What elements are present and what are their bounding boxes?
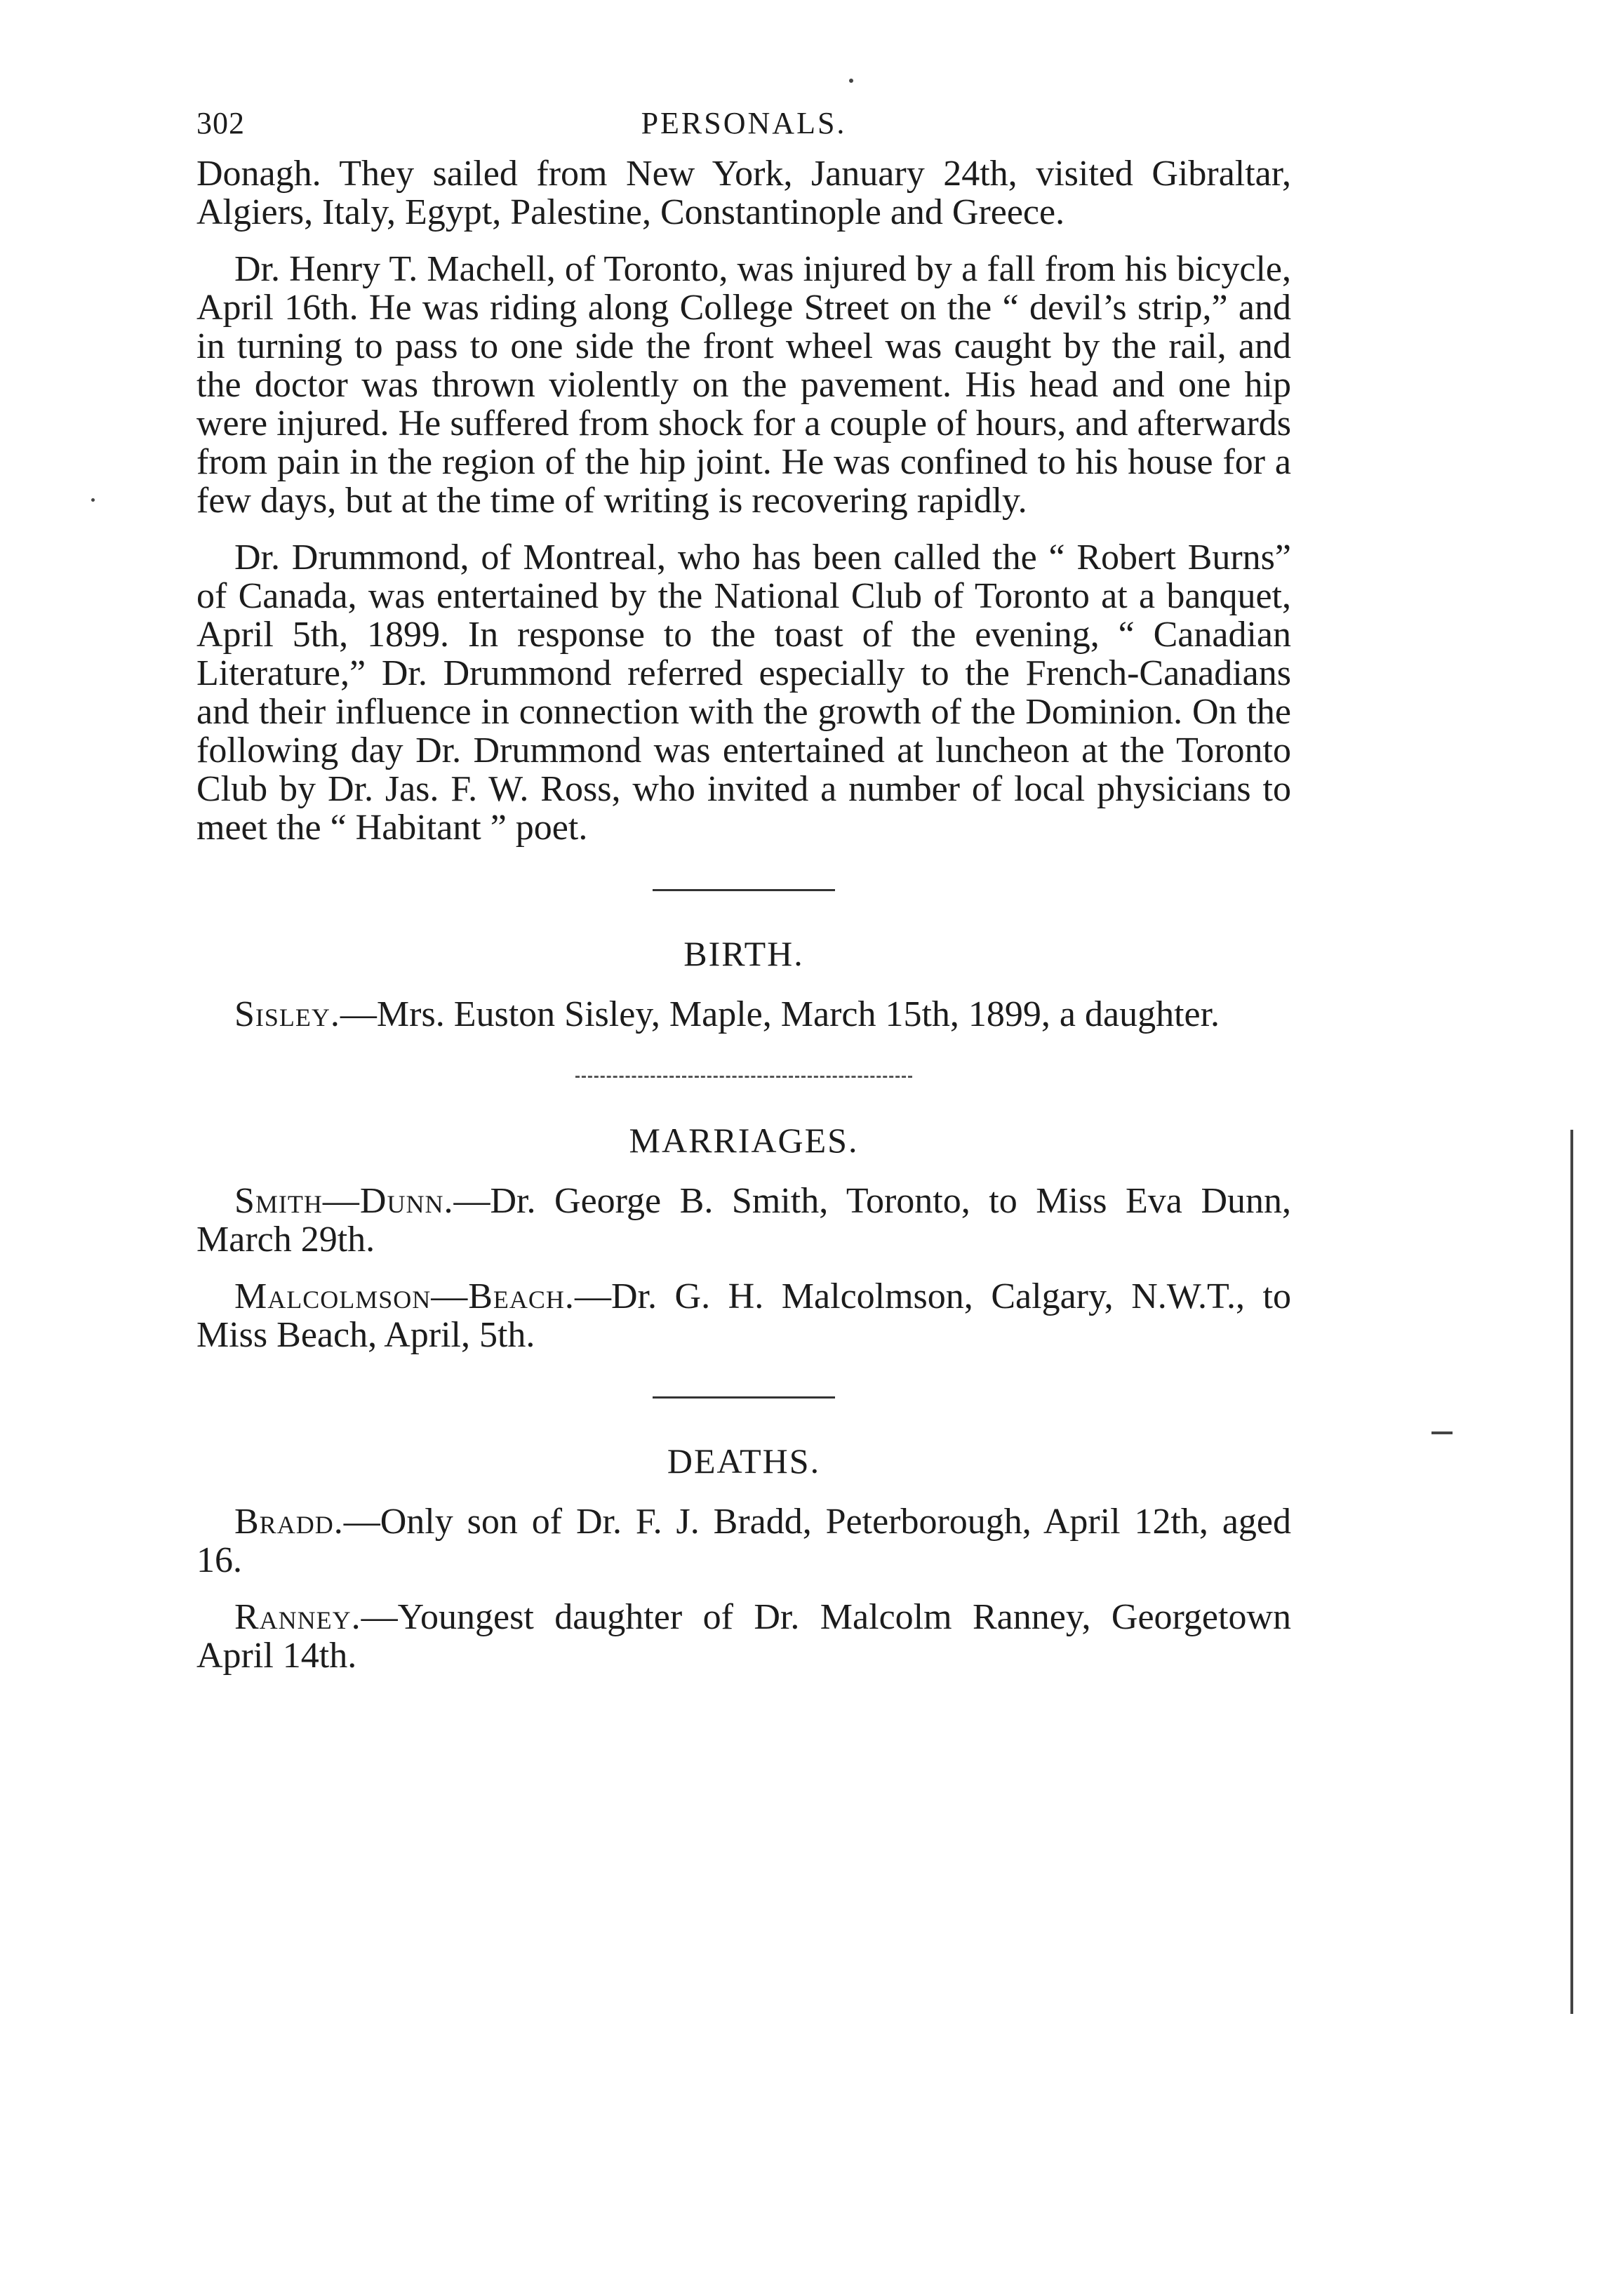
entry-surname: Smith—Dunn. [234,1181,454,1221]
deaths-section [196,1441,1291,1675]
entry-text: —Only son of Dr. F. J. Bradd, Peterborough, April 12th, aged 16. [196,1502,1291,1580]
paragraph-continuation: Donagh. They sailed from New York, January 24th, visited Gibraltar, Algiers, Italy, Egypt, Palestine, Constantinople and Greece. [196,154,1291,232]
deaths-heading: DEATHS. [667,1441,821,1481]
entry-surname: Bradd. [234,1502,344,1542]
marriages-heading: MARRIAGES. [629,1121,859,1160]
scan-speck [91,498,95,502]
birth-entry [196,995,1291,1034]
marriages-section [196,1120,1291,1354]
death-entry [196,1598,1291,1675]
entry-text: —Mrs. Euston Sisley, Maple, March 15th, 1899, a daughter. [340,994,1220,1034]
scan-speck [849,79,853,83]
birth-heading: BIRTH. [683,934,804,973]
entry-surname: Ranney. [234,1597,361,1637]
section-divider [653,889,835,891]
entry-text: —Youngest daughter of Dr. Malcolm Ranney, Georgetown April 14th. [196,1597,1291,1676]
entry-surname: Sisley. [234,994,340,1034]
book-page [196,98,1291,1693]
entry-text: —Dr. George B. Smith, Toronto, to Miss Eva Dunn, March 29th. [196,1181,1291,1260]
paragraph-drummond: Dr. Drummond, of Montreal, who has been called the “ Robert Burns” of Canada, was entertained by the National Club of Toronto at a banquet, April 5th, 1899. In response to the toast of the evening, “ Canadian Literature,” Dr. Drummond referred especially to the French-Canadians and their influence in connection with the growth of the Dominion. On the following day Dr. Drummond was entertained at luncheon at the Toronto Club by Dr. Jas. F. W. Ross, who invited a number of local physicians to meet the “ Habitant ” poet. [196,538,1291,848]
section-divider [575,1076,912,1078]
birth-section [196,933,1291,1034]
paragraph-machell: Dr. Henry T. Machell, of Toronto, was injured by a fall from his bicycle, April 16th. He was riding along College Street on the “ devil’s strip,” and in turning to pass to one side the front wheel was caught by the rail, and the doctor was thrown violently on the pavement. His head and one hip were injured. He suffered from shock for a couple of hours, and afterwards from pain in the region of the hip joint. He was confined to his house for a few days, but at the time of writing is recovering rapidly. [196,249,1291,521]
entry-text: —Dr. G. H. Malcolmson, Calgary, N.W.T., to Miss Beach, April, 5th. [196,1276,1291,1355]
marriage-entry [196,1182,1291,1259]
running-head [196,98,1291,154]
page-number: 302 [196,106,245,140]
death-entry [196,1502,1291,1580]
marriage-entry [196,1277,1291,1354]
scan-margin-dash [1431,1431,1453,1434]
scan-margin-line [1570,1130,1573,2014]
running-title: PERSONALS. [641,106,847,140]
entry-surname: Malcolmson—Beach. [234,1276,575,1316]
section-divider [653,1396,835,1399]
